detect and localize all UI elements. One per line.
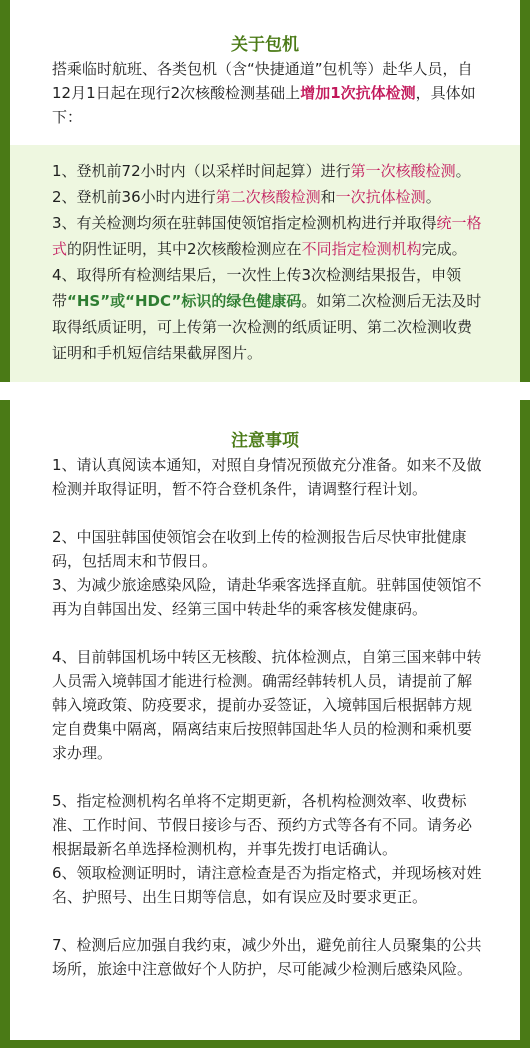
step-4-text-b: 。如第二次检测后无法及时取得纸质证明，可上传第一次检测的纸质证明、第二次检测收费证明和手机短信结果截屏图片。	[52, 292, 482, 362]
intro-text-b: ，具体如下：	[52, 84, 476, 126]
step-item-4	[52, 262, 482, 366]
step-3-text-a: 3、有关检测均须在驻韩国使领馆指定检测机构进行并取得	[52, 214, 437, 232]
bottom-border	[0, 1040, 530, 1048]
step-3-text-c: 完成。	[421, 240, 467, 258]
step-1-highlight: 第一次核酸检测	[350, 162, 456, 180]
intro-highlight: 增加1次抗体检测	[300, 84, 416, 102]
note-item-3: 3、为减少旅途感染风险，请赴华乘客选择直航。驻韩国使领馆不再为自韩国出发、经第三国中转赴华的乘客核发健康码。	[52, 576, 482, 618]
note-item-1: 1、请认真阅读本通知，对照自身情况预做充分准备。如来不及做检测并取得证明，暂不符合登机条件，请调整行程计划。	[52, 456, 482, 498]
note-item-5: 5、指定检测机构名单将不定期更新，各机构检测效率、收费标准、工作时间、节假日接诊与否、预约方式等各有不同。请务必根据最新名单选择检测机构，并事先拨打电话确认。	[52, 792, 473, 858]
step-2-highlight-2: 一次抗体检测	[335, 188, 426, 206]
step-4-highlight: “HS”或“HDC”标识的绿色健康码	[67, 292, 302, 310]
note-item-7: 7、检测后应加强自我约束，减少外出，避免前往人员聚集的公共场所，旅途中注意做好个人防护，尽可能减少检测后感染风险。	[52, 936, 482, 978]
step-3-highlight-1: 统一格式	[52, 214, 482, 258]
step-4-text-a: 4、取得所有检测结果后，一次性上传3次检测结果报告，申领带	[52, 266, 462, 310]
step-1-text-a: 1、登机前72小时内（以采样时间起算）进行	[52, 162, 351, 180]
intro-paragraph	[52, 57, 482, 129]
section-gap	[0, 382, 530, 400]
step-2-highlight-1: 第二次核酸检测	[215, 188, 321, 206]
step-3-text-b: 的阴性证明，其中2次核酸检测应在	[67, 240, 302, 258]
step-item-1	[52, 158, 482, 184]
step-1-text-b: 。	[455, 162, 471, 180]
intro-text-a: 搭乘临时航班、各类包机（含“快捷通道”包机等）赴华人员，自12月1日起在现行2次核酸检测基础上	[52, 60, 473, 102]
step-2-text-b: 和	[320, 188, 336, 206]
step-item-3	[52, 210, 482, 262]
step-2-text-c: 。	[425, 188, 441, 206]
section-title-charter: 关于包机	[231, 35, 299, 55]
note-item-6: 6、领取检测证明时，请注意检查是否为指定格式，并现场核对姓名、护照号、出生日期等信息，如有误应及时要求更正。	[52, 864, 482, 906]
step-item-2	[52, 184, 482, 210]
step-2-text-a: 2、登机前36小时内进行	[52, 188, 216, 206]
note-item-2: 2、中国驻韩国使领馆会在收到上传的检测报告后尽快审批健康码，包括周末和节假日。	[52, 528, 467, 570]
step-3-highlight-2: 不同指定检测机构	[301, 240, 422, 258]
section-title-notes: 注意事项	[231, 431, 299, 451]
note-item-4: 4、目前韩国机场中转区无核酸、抗体检测点，自第三国来韩中转人员需入境韩国才能进行检测。确需经韩转机人员，请提前了解韩入境政策、防疫要求，提前办妥签证，入境韩国后根据韩方规定自费集中隔离，隔离结束后按照韩国赴华人员的检测和乘机要求办理。	[52, 648, 482, 762]
